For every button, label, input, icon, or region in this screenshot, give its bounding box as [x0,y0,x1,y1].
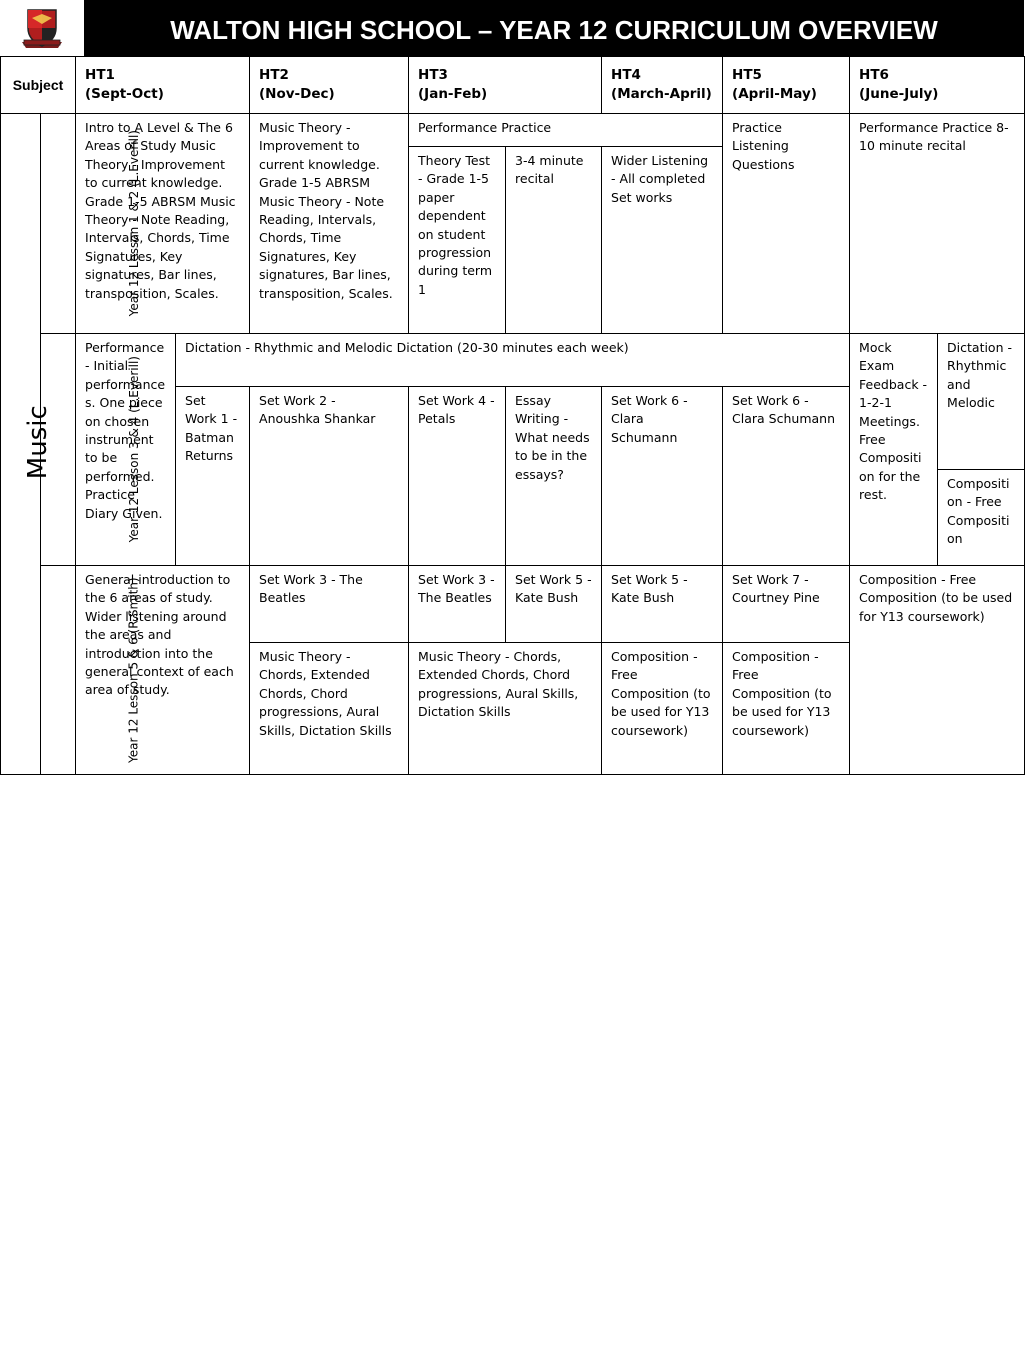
r2-setwork6b-cell: Set Work 6 - Clara Schumann [723,387,850,566]
ht1-dates: (Sept-Oct) [85,86,164,102]
r3-setwork7-cell: Set Work 7 - Courtney Pine [723,566,850,643]
ht5-header [723,57,850,114]
r1-ht5-cell: Practice Listening Questions [723,114,850,334]
row3-label-cell [41,566,141,775]
school-crest-icon [18,6,66,50]
r2-composition-short-cell: Composition - Free Composition [938,470,1025,566]
r1-ht2-cell: Music Theory - Improvement to current knowledge. Grade 1-5 ABRSM Music Theory - Note Reading, Intervals, Chords, Time Signatures, Key signatures, Bar lines, transposition, Scales. [250,114,409,334]
table-row [1,114,1025,147]
row2-label: Year 12 Lesson 3 & 4 (L.Everill) [126,356,141,543]
ht2-header [250,57,409,114]
r1-performance-practice-cell: Performance Practice [409,114,723,147]
r1-wider-listening-cell: Wider Listening - All completed Set works [602,147,723,334]
ht5-label: HT5 [732,67,762,83]
r1-theory-test-cell: Theory Test - Grade 1-5 paper dependent on student progression during term 1 [409,147,506,334]
ht2-label: HT2 [259,67,289,83]
ht2-dates: (Nov-Dec) [259,86,335,102]
page-title: WALTON HIGH SCHOOL – YEAR 12 CURRICULUM OVERVIEW [170,15,938,45]
r3-composition-ht4-cell: Composition - Free Composition (to be used for Y13 coursework) [602,643,723,775]
ht6-label: HT6 [859,67,889,83]
r1-ht1-cell: Intro to A Level & The 6 Areas of Study Music Theory - Improvement to current knowledge. Grade 1-5 ABRSM Music Theory - Note Reading, Intervals, Chords, Time Signatures, Key signatures, Bar lines, transposition, Scales. [76,114,250,334]
r3-theory-ht3-cell: Music Theory - Chords, Extended Chords, Chord progressions, Aural Skills, Dictation Skills [409,643,602,775]
r3-ht6-cell: Composition - Free Composition (to be used for Y13 coursework) [850,566,1025,775]
ht1-label: HT1 [85,67,115,83]
ht6-header [850,57,1025,114]
subject-header: Subject [1,57,76,114]
ht4-label: HT4 [611,67,641,83]
r2-essay-cell: Essay Writing - What needs to be in the essays? [506,387,602,566]
r3-setwork3a-cell: Set Work 3 - The Beatles [250,566,409,643]
logo-area [0,0,84,56]
r3-ht1-cell: General introduction to the 6 areas of study. Wider listening around the areas and introduction into the general context of each area of study. [76,566,250,775]
ht3-header [409,57,602,114]
header-row [1,57,1025,114]
ht4-dates: (March-April) [611,86,712,102]
r2-dictation-cell: Dictation - Rhythmic and Melodic Dictation (20-30 minutes each week) [176,334,850,387]
r2-setwork1-cell: Set Work 1 - Batman Returns [176,387,250,566]
r2-setwork6a-cell: Set Work 6 - Clara Schumann [602,387,723,566]
ht6-dates: (June-July) [859,86,939,102]
r2-ht1-cell: Performance - Initial performances. One piece on chosen instrument to be performed. Practice Diary Given. [76,334,176,566]
row1-label-cell [41,114,141,334]
r3-setwork5b-cell: Set Work 5 - Kate Bush [602,566,723,643]
page-header [0,0,1024,56]
row1-label: Year 12 Lesson 1 & 2 (L.Everill) [126,130,141,317]
r2-setwork2-cell: Set Work 2 - Anoushka Shankar [250,387,409,566]
r2-dictation-short-cell: Dictation - Rhythmic and Melodic [938,334,1025,470]
curriculum-table [0,56,1025,775]
ht4-header [602,57,723,114]
r3-composition-ht5-cell: Composition - Free Composition (to be used for Y13 coursework) [723,643,850,775]
ht1-header [76,57,250,114]
r3-setwork5a-cell: Set Work 5 - Kate Bush [506,566,602,643]
table-row [1,566,1025,643]
row3-label: Year 12 Lesson 5 & 6 (R.Smith) [126,577,141,763]
subject-label: Music [22,405,53,479]
table-row [1,334,1025,387]
subject-cell [1,114,53,775]
ht5-dates: (April-May) [732,86,817,102]
r1-ht6-cell: Performance Practice 8-10 minute recital [850,114,1025,334]
ht3-label: HT3 [418,67,448,83]
ht3-dates: (Jan-Feb) [418,86,488,102]
r3-theory-ht2-cell: Music Theory - Chords, Extended Chords, Chord progressions, Aural Skills, Dictation Skills [250,643,409,775]
r2-setwork4-cell: Set Work 4 - Petals [409,387,506,566]
r1-recital-cell: 3-4 minute recital [506,147,602,334]
r2-mock-cell: Mock Exam Feedback - 1-2-1 Meetings. Free Composition for the rest. [850,334,938,566]
r3-setwork3b-cell: Set Work 3 - The Beatles [409,566,506,643]
